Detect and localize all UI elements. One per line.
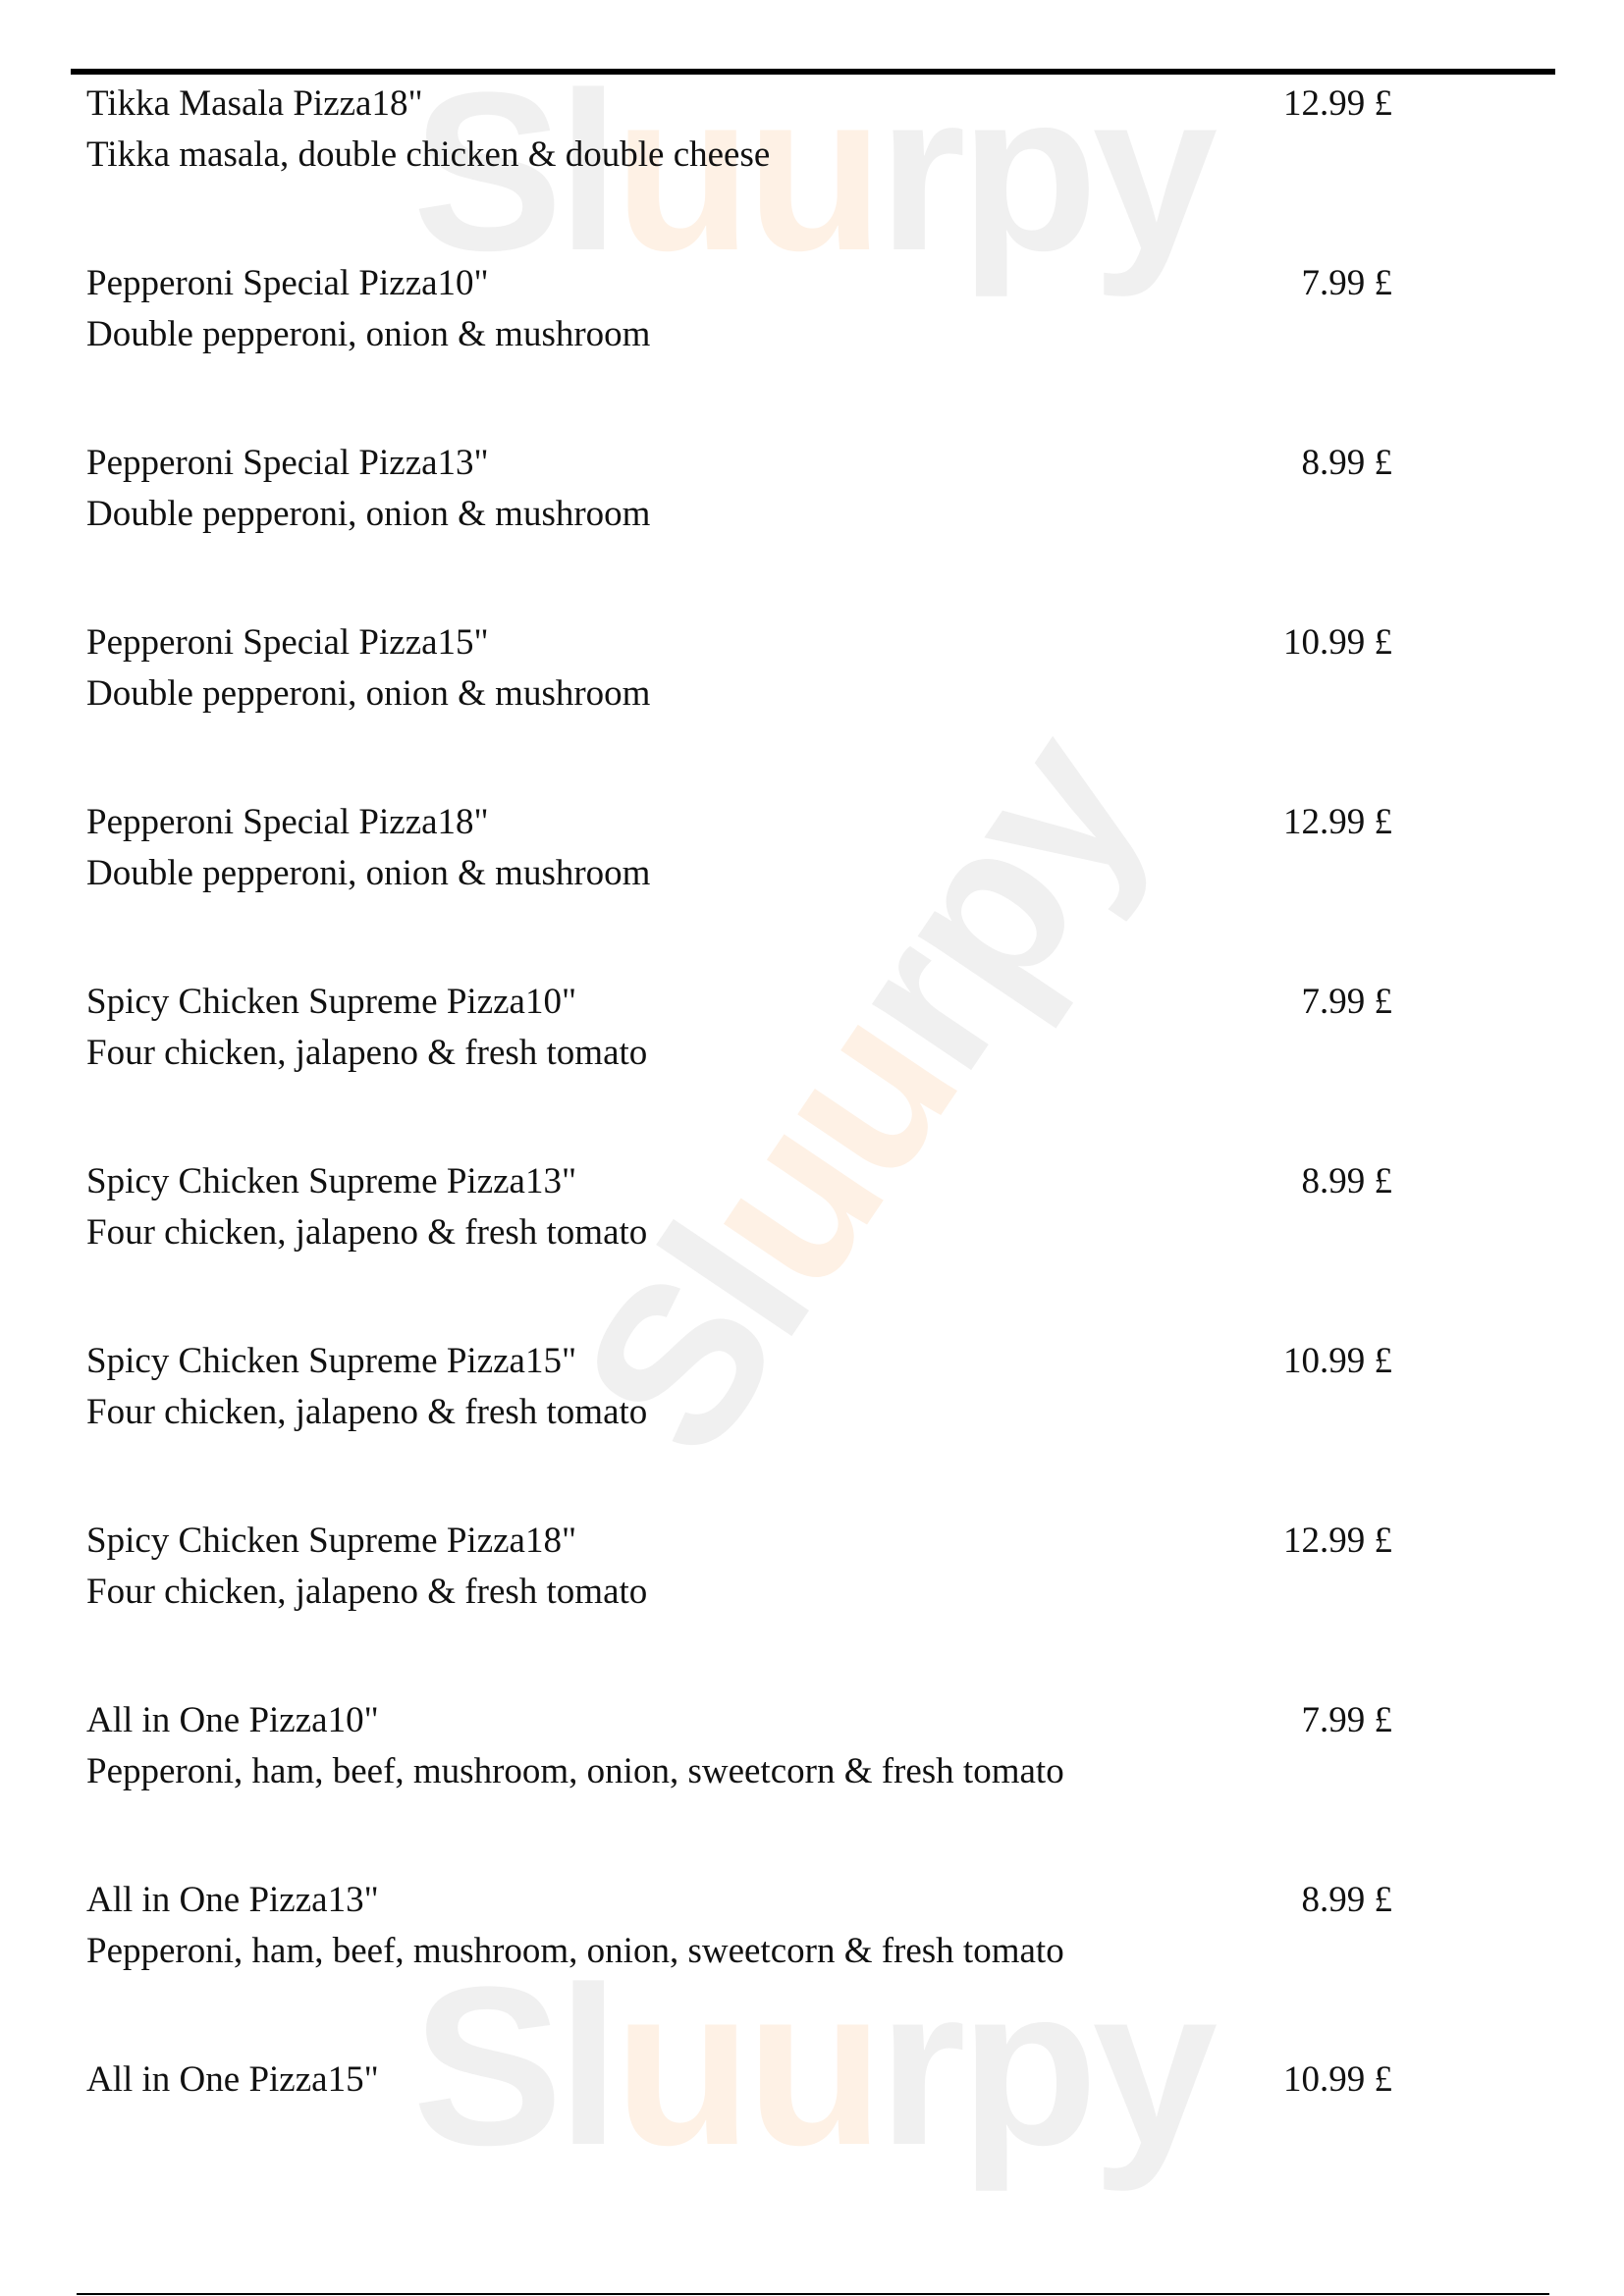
item-name: Spicy Chicken Supreme Pizza15" <box>86 1341 577 1381</box>
item-price: 12.99 £ <box>1283 1521 1392 1561</box>
watermark-logo: Sluurpy <box>532 692 1189 1497</box>
menu-item <box>86 617 1392 797</box>
item-description: Pepperoni, ham, beef, mushroom, onion, sweetcorn & fresh tomato <box>86 1751 1064 1791</box>
item-price: 8.99 £ <box>1301 443 1392 483</box>
menu-list <box>86 79 1392 2234</box>
item-price: 7.99 £ <box>1301 1700 1392 1740</box>
item-price: 10.99 £ <box>1283 2059 1392 2100</box>
menu-item <box>86 1156 1392 1336</box>
item-name: Pepperoni Special Pizza10" <box>86 263 489 303</box>
item-name: All in One Pizza15" <box>86 2059 379 2100</box>
menu-item <box>86 1516 1392 1695</box>
item-price: 10.99 £ <box>1283 1341 1392 1381</box>
item-price: 12.99 £ <box>1283 83 1392 124</box>
item-description: Double pepperoni, onion & mushroom <box>86 494 651 534</box>
watermark-logo: Sluurpy <box>412 45 1213 297</box>
menu-item <box>86 797 1392 977</box>
item-name: Spicy Chicken Supreme Pizza13" <box>86 1161 577 1201</box>
item-description: Double pepperoni, onion & mushroom <box>86 314 651 354</box>
menu-item <box>86 258 1392 438</box>
item-price: 12.99 £ <box>1283 802 1392 842</box>
watermark-logo: Sluurpy <box>412 1940 1213 2192</box>
item-price: 7.99 £ <box>1301 982 1392 1022</box>
item-price: 7.99 £ <box>1301 263 1392 303</box>
item-description: Four chicken, jalapeno & fresh tomato <box>86 1572 648 1612</box>
item-name: Tikka Masala Pizza18" <box>86 83 423 124</box>
item-price: 10.99 £ <box>1283 622 1392 663</box>
item-description: Double pepperoni, onion & mushroom <box>86 853 651 893</box>
item-description: Tikka masala, double chicken & double cheese <box>86 134 771 175</box>
menu-item <box>86 2055 1392 2234</box>
item-name: Pepperoni Special Pizza15" <box>86 622 489 663</box>
bottom-rule <box>77 2293 1549 2295</box>
menu-item <box>86 438 1392 617</box>
item-name: Pepperoni Special Pizza18" <box>86 802 489 842</box>
menu-item <box>86 79 1392 258</box>
item-name: Pepperoni Special Pizza13" <box>86 443 489 483</box>
item-description: Four chicken, jalapeno & fresh tomato <box>86 1033 648 1073</box>
item-description: Four chicken, jalapeno & fresh tomato <box>86 1212 648 1253</box>
item-description: Four chicken, jalapeno & fresh tomato <box>86 1392 648 1432</box>
menu-item <box>86 1875 1392 2055</box>
item-description: Pepperoni, ham, beef, mushroom, onion, sweetcorn & fresh tomato <box>86 1931 1064 1971</box>
item-name: Spicy Chicken Supreme Pizza10" <box>86 982 577 1022</box>
item-description: Double pepperoni, onion & mushroom <box>86 673 651 714</box>
item-name: All in One Pizza10" <box>86 1700 379 1740</box>
item-name: Spicy Chicken Supreme Pizza18" <box>86 1521 577 1561</box>
item-price: 8.99 £ <box>1301 1880 1392 1920</box>
item-name: All in One Pizza13" <box>86 1880 379 1920</box>
menu-item <box>86 1336 1392 1516</box>
item-price: 8.99 £ <box>1301 1161 1392 1201</box>
menu-item <box>86 977 1392 1156</box>
menu-item <box>86 1695 1392 1875</box>
